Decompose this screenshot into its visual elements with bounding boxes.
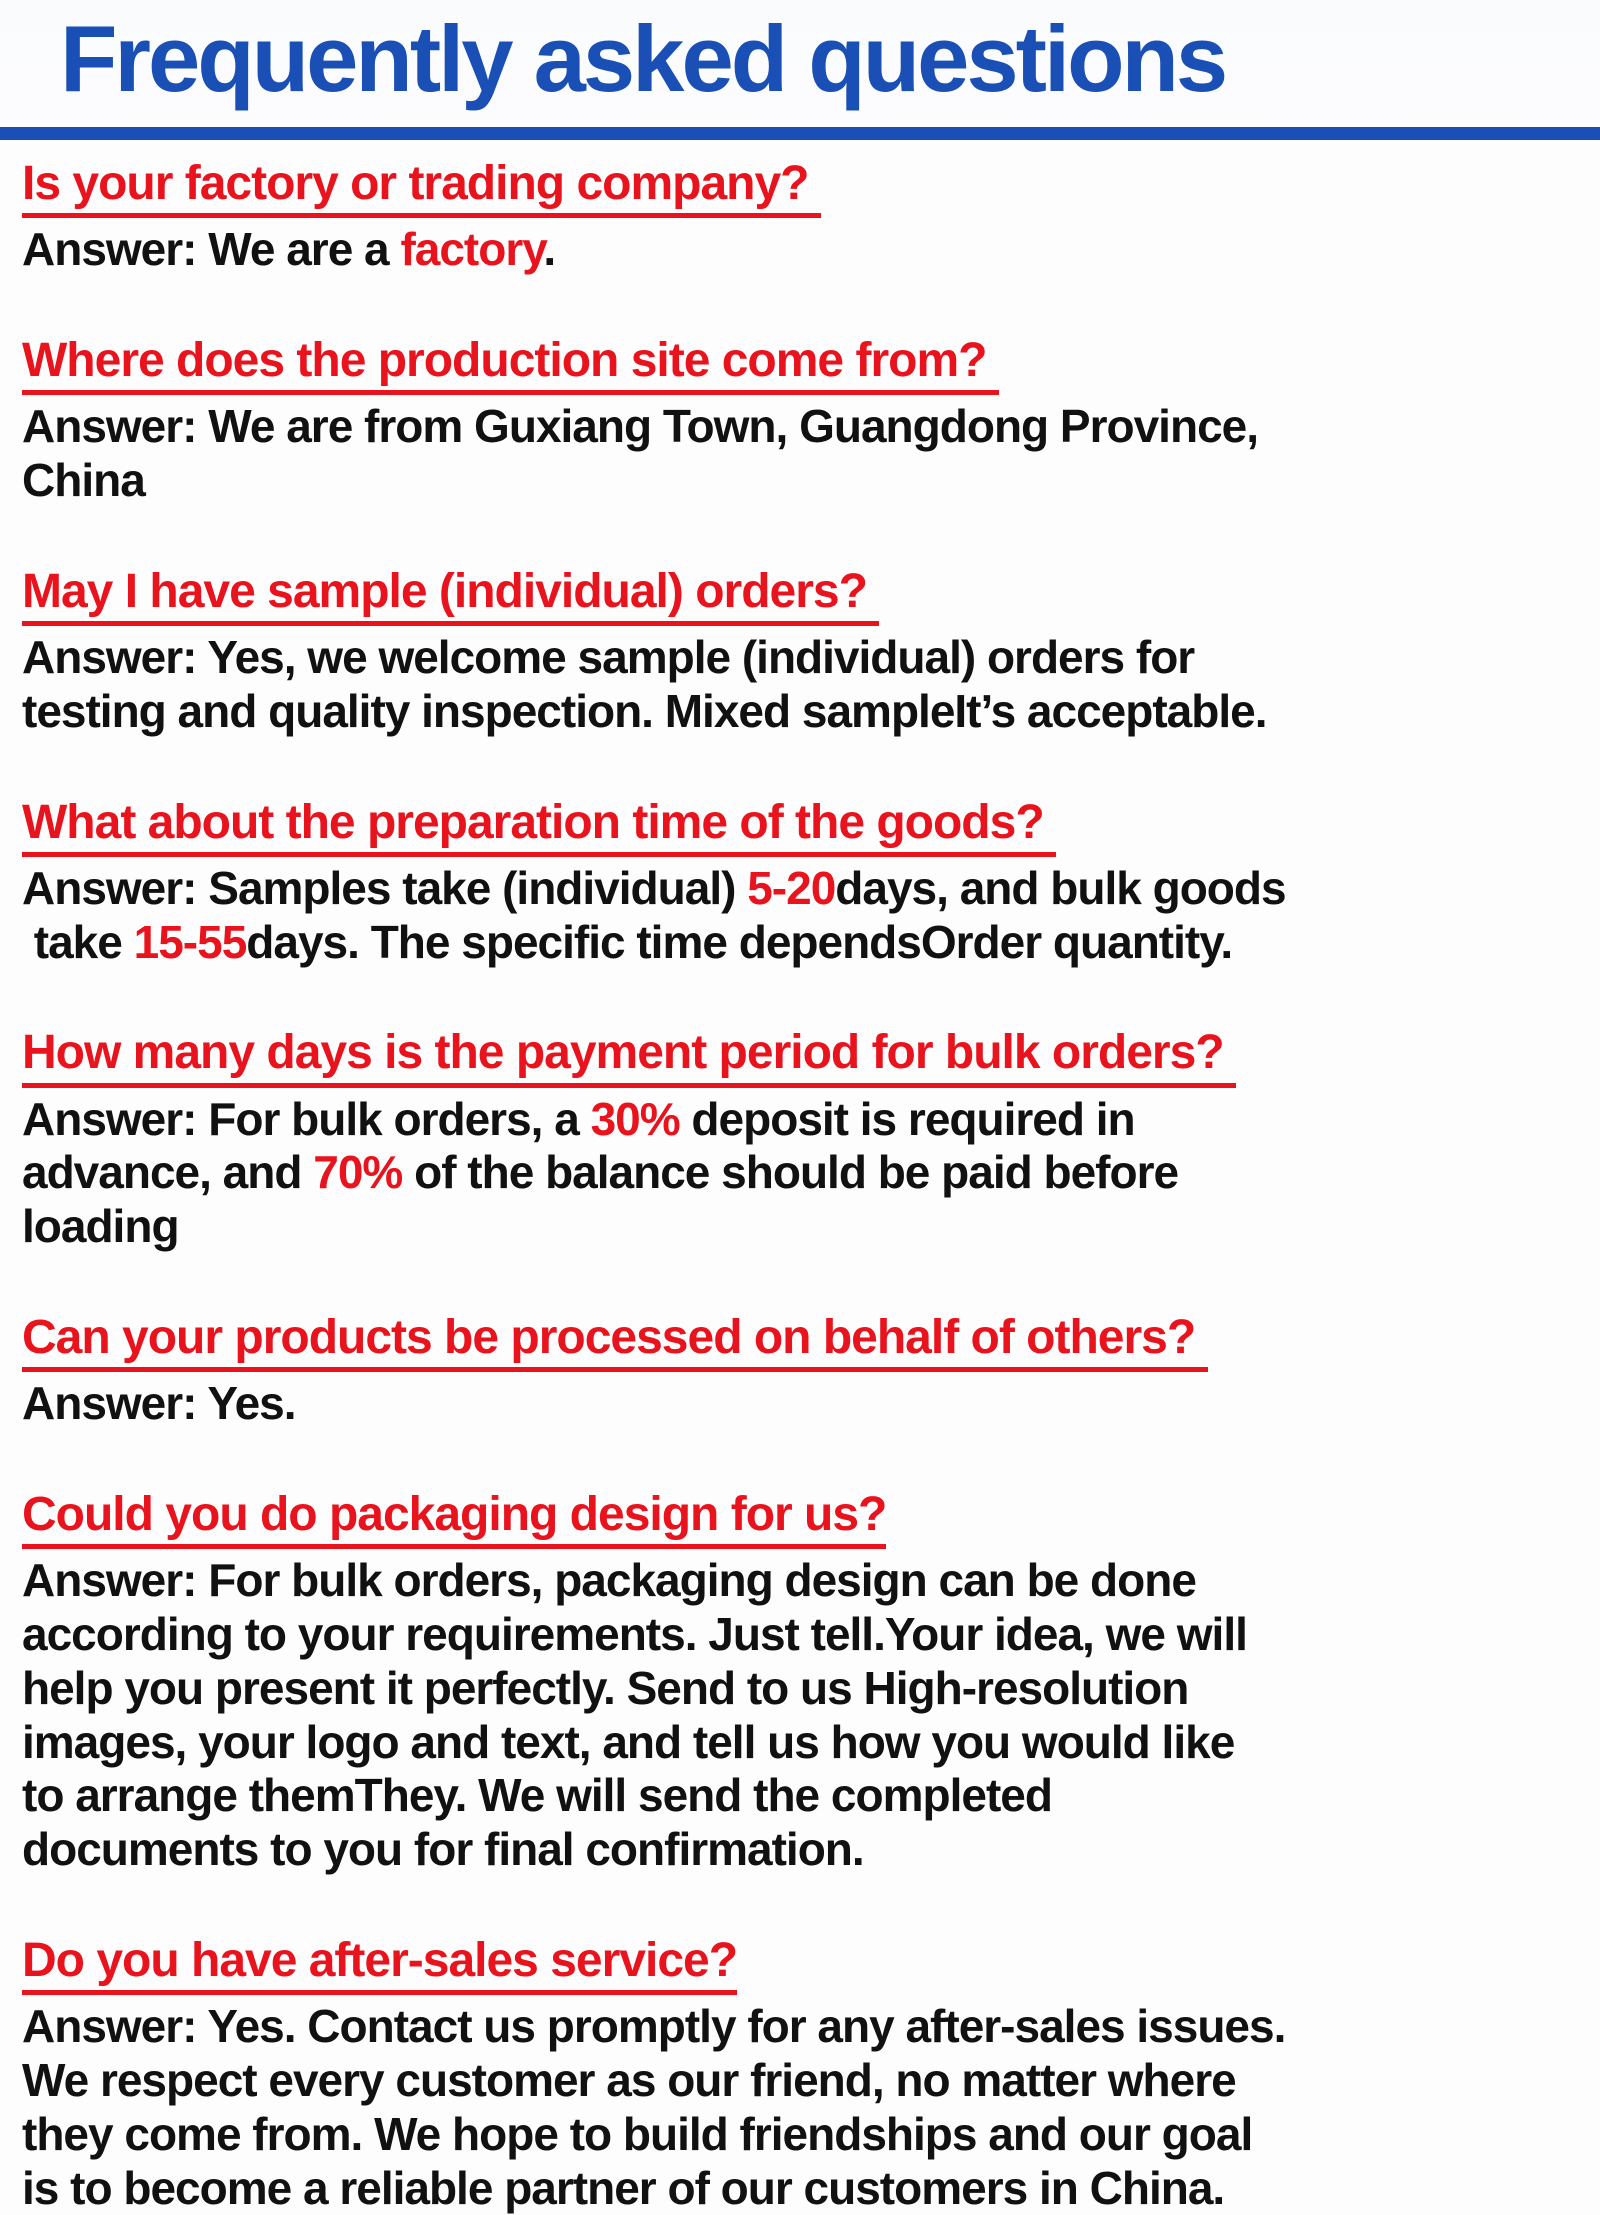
faq-item-5 <box>22 1025 1578 1254</box>
faq-list <box>0 156 1600 2215</box>
faq-answer-line <box>22 631 1578 685</box>
answer-text-segment: loading <box>22 1200 179 1253</box>
faq-answer-line <box>22 916 1578 970</box>
faq-answer-line <box>22 2162 1578 2215</box>
answer-text-segment: China <box>22 453 145 506</box>
answer-text-segment: days. The specific time dependsOrder quantity. <box>246 915 1233 968</box>
answer-text-segment: Answer: For bulk orders, packaging design can be done <box>22 1554 1196 1607</box>
answer-text-segment: We respect every customer as our friend, no matter where <box>22 2054 1236 2107</box>
faq-question-text: Could you do packaging design for us? <box>22 1487 886 1549</box>
faq-question-row <box>22 333 1578 400</box>
answer-highlight-segment: 5-20 <box>747 861 836 914</box>
answer-highlight-segment: 70% <box>313 1146 403 1199</box>
faq-answer-line <box>22 1554 1578 1608</box>
faq-question-row <box>22 1487 1578 1554</box>
faq-item-6 <box>22 1310 1578 1431</box>
answer-text-segment: Answer: Yes. Contact us promptly for any after-sales issues. <box>22 2000 1286 2053</box>
faq-item-4 <box>22 795 1578 970</box>
answer-text-segment: Answer: Yes. <box>22 1377 296 1430</box>
answer-text-segment: is to become a reliable partner of our customers in China. <box>22 2161 1225 2214</box>
answer-text-segment: Answer: We are from Guxiang Town, Guangdong Province, <box>22 400 1259 453</box>
title-underline-bar <box>0 127 1600 140</box>
answer-text-segment: of the balance should be paid before <box>402 1146 1179 1199</box>
answer-text-segment: Answer: Samples take (individual) <box>22 861 748 914</box>
answer-text-segment: documents to you for final confirmation. <box>22 1823 864 1876</box>
faq-answer-line <box>22 1146 1578 1200</box>
faq-answer-line <box>22 223 1578 277</box>
answer-text-segment: deposit is required in <box>679 1092 1135 1145</box>
page-title: Frequently asked questions <box>60 6 1226 111</box>
answer-text-segment: help you present it perfectly. Send to us High-resolution <box>22 1661 1189 1714</box>
answer-highlight-segment: 15-55 <box>133 915 247 968</box>
faq-question-row <box>22 1310 1578 1377</box>
answer-text-segment: . <box>543 223 556 276</box>
faq-answer-line <box>22 2108 1578 2162</box>
faq-question-text: How many days is the payment period for bulk orders? <box>22 1025 1236 1087</box>
answer-text-segment: they come from. We hope to build friendships and our goal <box>22 2107 1253 2160</box>
faq-question-row <box>22 156 1578 223</box>
faq-answer-line <box>22 1769 1578 1823</box>
faq-question-text: Can your products be processed on behalf of others? <box>22 1310 1208 1372</box>
faq-question-text: Is your factory or trading company? <box>22 156 821 218</box>
faq-answer-line <box>22 685 1578 739</box>
faq-item-8 <box>22 1933 1578 2215</box>
faq-answer-line <box>22 1662 1578 1716</box>
answer-text-segment: Answer: For bulk orders, a <box>22 1092 591 1145</box>
answer-text-segment: Answer: We are a <box>22 223 401 276</box>
faq-question-text: Where does the production site come from? <box>22 333 999 395</box>
faq-answer-line <box>22 862 1578 916</box>
faq-question-row <box>22 1025 1578 1092</box>
faq-answer-line <box>22 1093 1578 1147</box>
answer-text-segment: take <box>22 915 134 968</box>
answer-text-segment: advance, and <box>22 1146 314 1199</box>
faq-answer-line <box>22 1823 1578 1877</box>
faq-answer-line <box>22 2000 1578 2054</box>
faq-question-row <box>22 1933 1578 2000</box>
faq-answer-line <box>22 454 1578 508</box>
faq-answer-line <box>22 1716 1578 1770</box>
faq-answer-line <box>22 2054 1578 2108</box>
answer-text-segment: days, and bulk goods <box>835 861 1286 914</box>
answer-text-segment: images, your logo and text, and tell us how you would like <box>22 1715 1235 1768</box>
answer-text-segment: according to your requirements. Just tell.Your idea, we will <box>22 1607 1247 1660</box>
faq-answer-line <box>22 1377 1578 1431</box>
answer-highlight-segment: 30% <box>590 1092 680 1145</box>
page-header <box>0 0 1600 140</box>
faq-answer-line <box>22 400 1578 454</box>
answer-highlight-segment: factory <box>400 223 544 276</box>
faq-answer-line <box>22 1200 1578 1254</box>
faq-answer-line <box>22 1608 1578 1662</box>
faq-question-text: What about the preparation time of the goods? <box>22 795 1056 857</box>
faq-item-3 <box>22 564 1578 739</box>
faq-question-row <box>22 795 1578 862</box>
answer-text-segment: Answer: Yes, we welcome sample (individual) orders for <box>22 630 1195 683</box>
answer-text-segment: testing and quality inspection. Mixed sampleIt’s acceptable. <box>22 684 1267 737</box>
faq-question-row <box>22 564 1578 631</box>
faq-question-text: May I have sample (individual) orders? <box>22 564 879 626</box>
faq-item-2 <box>22 333 1578 508</box>
faq-item-1 <box>22 156 1578 277</box>
faq-question-text: Do you have after-sales service? <box>22 1933 737 1995</box>
faq-item-7 <box>22 1487 1578 1877</box>
answer-text-segment: to arrange themThey. We will send the completed <box>22 1769 1052 1822</box>
